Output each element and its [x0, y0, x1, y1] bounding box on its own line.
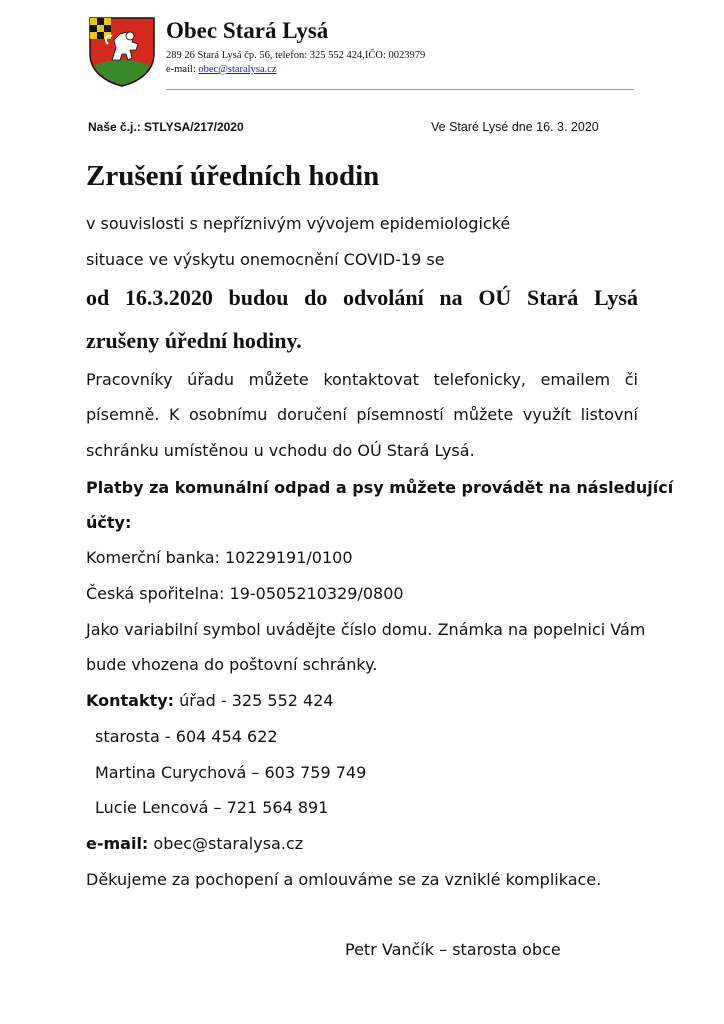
payment-note-line-2: bude vhozena do poštovní schránky.	[86, 655, 378, 674]
coat-of-arms-logo	[86, 14, 158, 88]
bank-account-komercni: Komerční banka: 10229191/0100	[86, 548, 353, 567]
green-mound	[94, 60, 150, 85]
intro-line-2: situace ve výskytu onemocnění COVID-19 se	[86, 250, 445, 269]
contact-mayor: starosta - 604 454 622	[95, 727, 278, 746]
organization-email-link[interactable]: obec@staralysa.cz	[198, 64, 277, 75]
intro-line-1: v souvislosti s nepříznivým vývojem epidemiologické	[86, 214, 511, 233]
office-phone: úřad - 325 552 424	[174, 691, 334, 710]
signature: Petr Vančík – starosta obce	[345, 940, 561, 959]
contact-paragraph-line-2: písemně. K osobnímu doručení písemností můžete využít listovní	[86, 405, 638, 424]
contacts-label: Kontakty:	[86, 691, 175, 710]
reference-number: Naše č.j.: STLYSA/217/2020	[88, 120, 244, 134]
document-title: Zrušení úředních hodin	[86, 160, 380, 192]
organization-name: Obec Stará Lysá	[166, 18, 329, 43]
email-label: e-mail:	[166, 64, 196, 75]
contact-person-2: Lucie Lencová – 721 564 891	[95, 798, 329, 817]
bank-account-sporitelna: Česká spořitelna: 19-0505210329/0800	[86, 584, 404, 603]
header-divider	[166, 89, 634, 90]
payments-heading-line-1: Platby za komunální odpad a psy můžete provádět na následující	[86, 478, 674, 497]
contact-email-label: e-mail:	[86, 834, 149, 853]
contact-paragraph-line-3: schránku umístěnou u vchodu do OÚ Stará Lysá.	[86, 441, 475, 460]
place-and-date: Ve Staré Lysé dne 16. 3. 2020	[431, 120, 599, 134]
payments-heading-line-2: účty:	[86, 513, 132, 532]
announcement-line-1: od 16.3.2020 budou do odvolání na OÚ Stará Lysá	[86, 285, 638, 310]
contact-email-line	[86, 834, 303, 853]
organization-email-line	[166, 64, 277, 75]
contacts-office-line	[86, 691, 334, 710]
organization-address: 289 26 Stará Lysá čp. 56, telefon: 325 552 424,IČO: 0023979	[166, 50, 426, 61]
contact-person-1: Martina Curychová – 603 759 749	[95, 763, 367, 782]
contact-email: obec@staralysa.cz	[148, 834, 304, 853]
closing-statement: Děkujeme za pochopení a omlouváme se za vzniklé komplikace.	[86, 870, 602, 889]
announcement-line-2: zrušeny úřední hodiny.	[86, 328, 302, 353]
contact-paragraph-line-1: Pracovníky úřadu můžete kontaktovat telefonicky, emailem či	[86, 370, 638, 389]
payment-note-line-1: Jako variabilní symbol uvádějte číslo domu. Známka na popelnici Vám	[86, 620, 646, 639]
